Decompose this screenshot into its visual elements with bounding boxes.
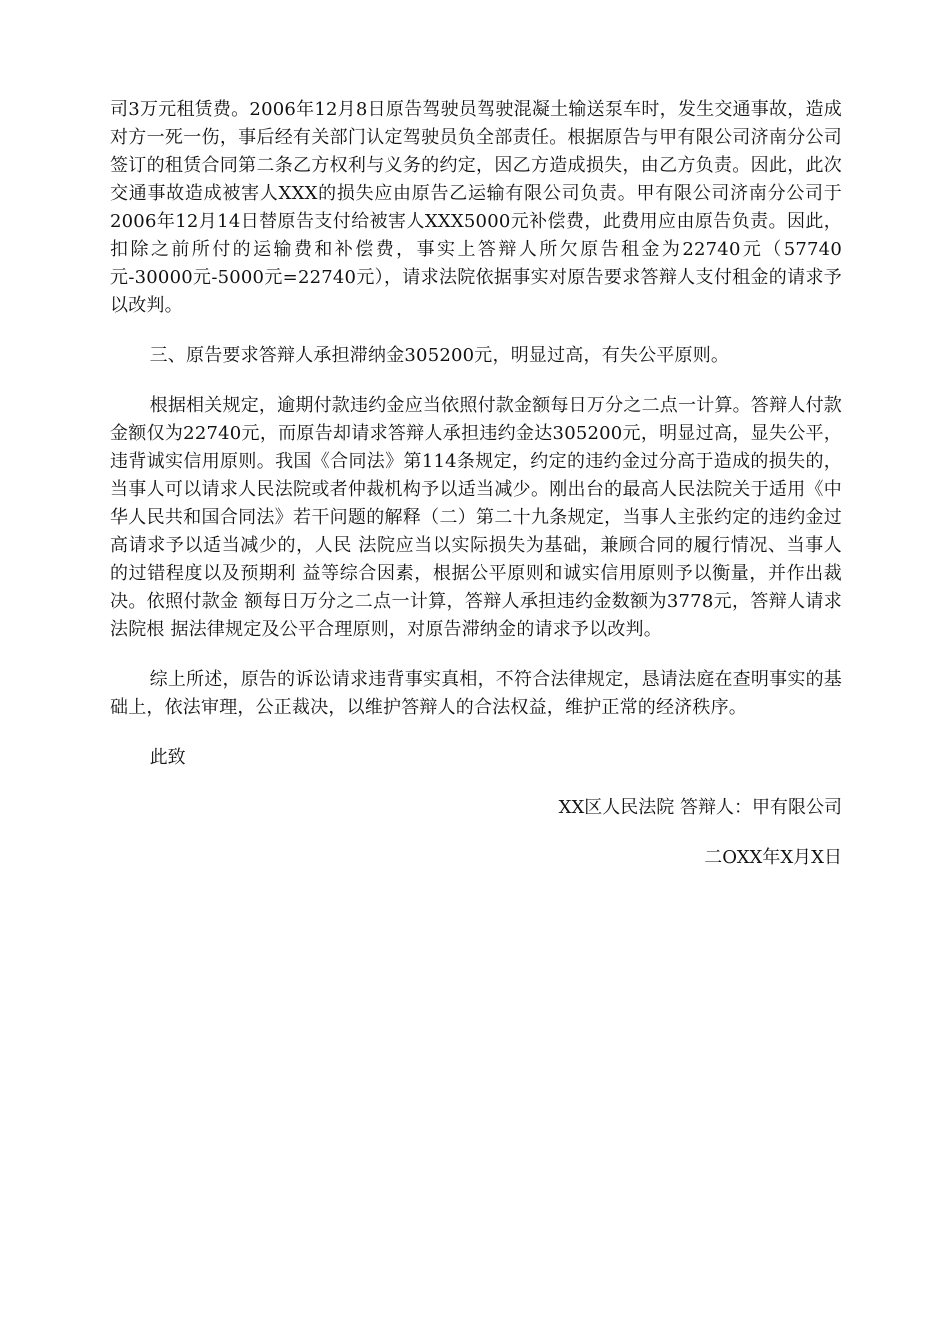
document-date: 二OXX年X月X日: [704, 847, 842, 868]
court-and-respondent: XX区人民法院 答辩人：甲有限公司: [558, 797, 842, 818]
paragraph-rent-calculation: 司3万元租赁费。2006年12月8日原告驾驶员驾驶混凝土输送泵车时，发生交通事故，造成对方一死一伤，事后经有关部门认定驾驶员负全部责任。根据原告与甲有限公司济南分公司签订的租赁合同第二条乙方权利与义务的约定，因乙方造成损失，由乙方负责。因此，此次交通事故造成被害人XXX的损失应由原告乙运输有限公司负责。甲有限公司济南分公司于2006年12月14日替原告支付给被害人XXX5000元补偿费，此费用应由原告负责。因此，扣除之前所付的运输费和补偿费，事实上答辩人所欠原告租金为22740元（57740元-30000元-5000元=22740元），请求法院依据事实对原告要求答辩人支付租金的请求予以改判。: [110, 99, 842, 316]
closing-salutation: 此致: [149, 747, 186, 768]
paragraph-conclusion: 综上所述，原告的诉讼请求违背事实真相，不符合法律规定，恳请法庭在查明事实的基础上，依法审理，公正裁决，以维护答辩人的合法权益，维护正常的经济秩序。: [110, 669, 842, 718]
paragraph-penalty-argument: 根据相关规定，逾期付款违约金应当依照付款金额每日万分之二点一计算。答辩人付款金额仅为22740元，而原告却请求答辩人承担违约金达305200元，明显过高，显失公平，违背诚实信用原则。我国《合同法》第114条规定，约定的违约金过分高于造成的损失的，当事人可以请求人民法院或者仲裁机构予以适当减少。刚出台的最高人民法院关于适用《中华人民共和国合同法》若干问题的解释（二）第二十九条规定，当事人主张约定的违约金过高请求予以适当减少的，人民 法院应当以实际损失为基础，兼顾合同的履行情况、当事人的过错程度以及预期利 益等综合因素，根据公平原则和诚实信用原则予以衡量，并作出裁决。依照付款金 额每日万分之二点一计算，答辩人承担违约金数额为3778元，答辩人请求法院根 据法律规定及公平合理原则，对原告滞纳金的请求予以改判。: [110, 395, 842, 640]
document-page: [110, 96, 842, 894]
section-heading-late-fee: 三、原告要求答辩人承担滞纳金305200元，明显过高，有失公平原则。: [149, 345, 730, 366]
